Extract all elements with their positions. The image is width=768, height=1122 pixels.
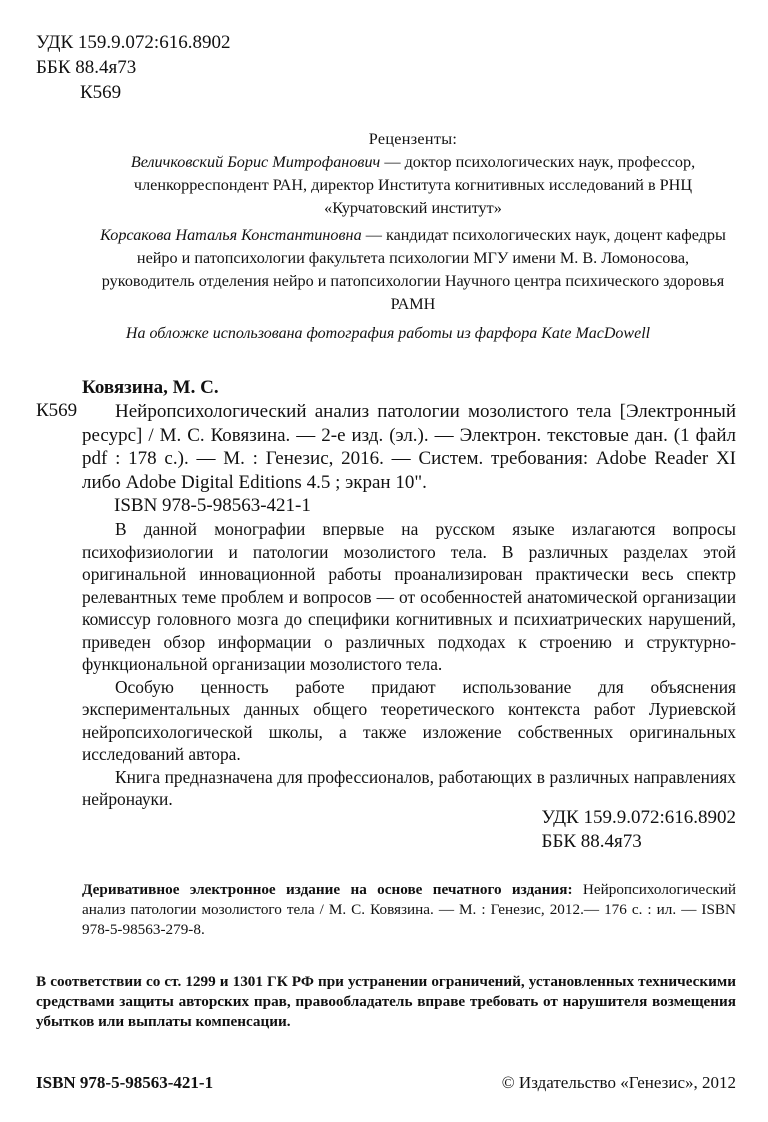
derivative-text: Нейропсихологический анализ патологии мозолистого тела / М. С. Ковязина. — М. : Генезис, 2012.— 176 с. : ил. — ISBN 978-5-98563-279-8. (82, 881, 736, 938)
bibliographic-description (82, 400, 736, 494)
classification-codes (36, 30, 230, 105)
abstract (82, 518, 736, 811)
bbk-code: ББК 88.4я73 (36, 57, 137, 78)
reviewer-1-desc: — доктор психологических наук, профессор, членкорреспондент РАН, директор Института когнитивных исследований в РНЦ «Курчатовский институт» (133, 153, 696, 217)
derivative-lead: Деривативное электронное издание на основе печатного издания: (82, 881, 573, 898)
classification-codes-bottom (542, 806, 736, 854)
copyright: © Издательство «Генезис», 2012 (501, 1073, 736, 1092)
reviewer-1 (90, 151, 736, 220)
abstract-paragraph-3: Книга предназначена для профессионалов, работающих в различных направлениях нейронауки. (82, 766, 736, 809)
derivative-edition-note (82, 880, 736, 940)
footer-isbn: ISBN 978-5-98563-421-1 (36, 1073, 214, 1092)
abstract-paragraph-2: Особую ценность работе придают использование для объяснения экспериментальных данных общего теоретического контекста работ Луриевской нейропсихологической школы, а также изложение собственных оригинальных исследований автора. (82, 676, 736, 764)
reviewer-2 (90, 224, 736, 316)
bbk-code-bottom: ББК 88.4я73 (541, 831, 642, 852)
author-mark: К569 (80, 82, 122, 103)
reviewer-1-name: Величковский Борис Митрофанович (130, 153, 381, 171)
legal-notice: В соответствии со ст. 1299 и 1301 ГК РФ при устранении ограничений, установленных техническими средствами защиты авторских прав, правообладатель вправе требовать от нарушителя возмещения убытков или выплаты компенсации. (36, 973, 736, 1030)
record-description: Нейропсихологический анализ патологии мозолистого тела [Электронный ресурс] / М. С. Ковязина. — 2-е изд. (эл.). — Электрон. текстовые дан. (1 файл pdf : 178 с.). — М. : Генезис, 2016. — Систем. требования: Adobe Reader XI либо Adobe Digital Editions 4.5 ; экран 10". (82, 401, 736, 493)
abstract-paragraph-1: В данной монографии впервые на русском языке излагаются вопросы психофизиологии и патологии мозолистого тела. В различных разделах этой оригинальной инновационной работы проанализирован практически весь спектр релевантных теме проблем и вопросов — от особенностей анатомической организации комиссур головного мозга до специфики когнитивных и психиатрических нарушений, приведен обзор информации о различных подходах к строению и структурно-функциональной организации мозолистого тела. (82, 519, 736, 674)
reviewer-2-desc: — кандидат психологических наук, доцент кафедры нейро и патопсихологии факультета психологии МГУ имени М. В. Ломоносова, руководитель отделения нейро и патопсихологии Научного центра психического здоровья РАМН (101, 226, 726, 313)
reviewers-title: Рецензенты: (368, 130, 458, 148)
record-class-code: К569 (36, 400, 78, 421)
udk-code-bottom: УДК 159.9.072:616.8902 (541, 807, 736, 828)
reviewers-block (90, 128, 736, 316)
udk-code: УДК 159.9.072:616.8902 (36, 32, 231, 53)
cover-note: На обложке использована фотография работы из фарфора Kate MacDowell (125, 325, 651, 342)
record-isbn: ISBN 978-5-98563-421-1 (114, 495, 311, 516)
record-author: Ковязина, М. С. (82, 377, 219, 398)
reviewer-2-name: Корсакова Наталья Константиновна (100, 226, 362, 244)
